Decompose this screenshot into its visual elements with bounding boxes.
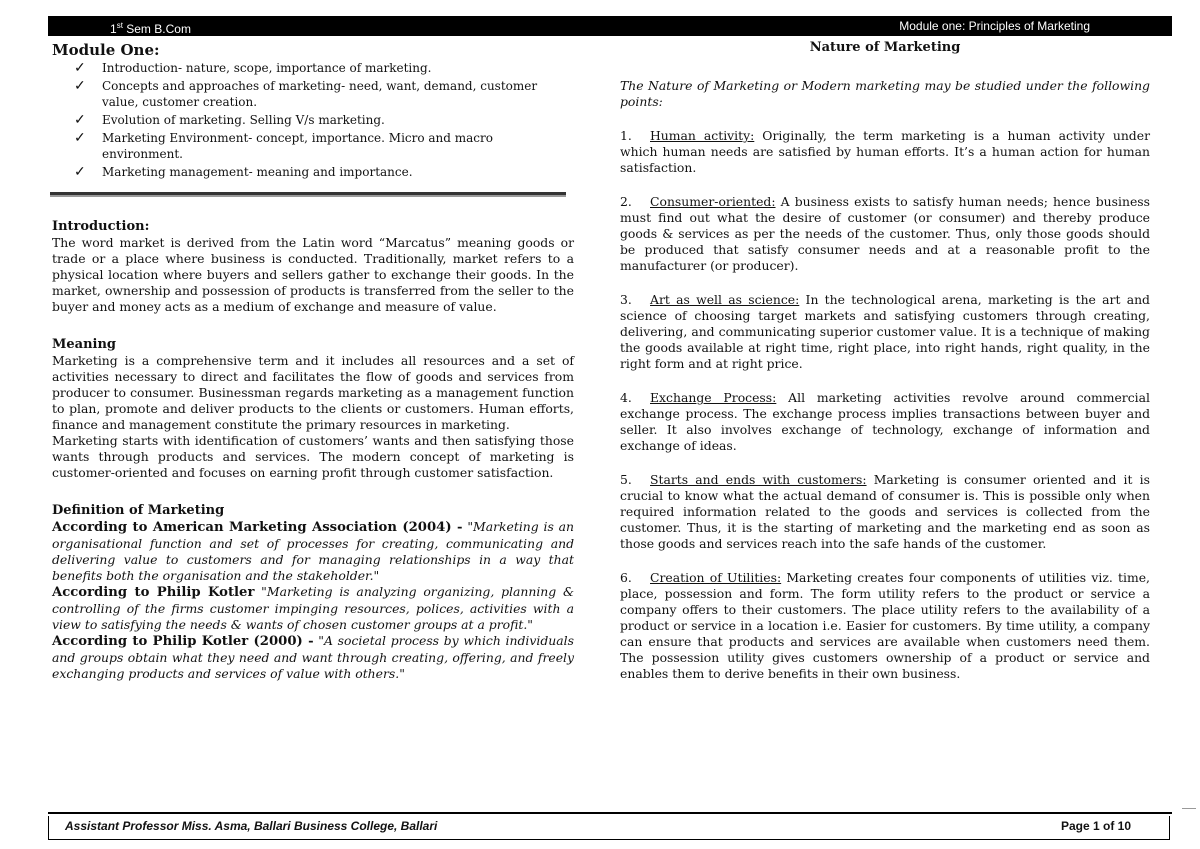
introduction-text: The word market is derived from the Latin word “Marcatus” meaning goods or trade or a place where business is conducted. Traditionally, market refers to a physical location where buyers and sellers gather to exchange their goods. In the market, ownership and possession of products is transferred from the seller to the buyer and money acts as a medium of exchange and measure of value. [52,235,574,314]
definition-item: According to Philip Kotler (2000) - "A societal process by which individuals and groups obtain what they need and want through creating, offering, and freely exchanging products and services of value with others." [52,633,574,681]
nature-point: 1. Human activity: Originally, the term marketing is a human activity under which human needs are satisfied by human efforts. It’s a human action for human satisfaction. [620,128,1150,175]
checkmark-icon: ✓ [74,60,86,76]
syllabus-title: Module One: [52,41,160,59]
nature-point: 4. Exchange Process: All marketing activities revolve around commercial exchange process. The exchange process implies transactions between buyer and seller. It also involves exchange of technology, exchange of information and exchange of ideas. [620,390,1150,453]
checkmark-icon: ✓ [74,112,86,128]
syllabus-list [74,60,574,180]
syllabus-item: ✓ Evolution of marketing. Selling V/s marketing. [74,112,385,128]
nature-point: 2. Consumer-oriented: A business exists to satisfy human needs; hence business must find out what the desire of customer (or consumer) and thereby produce goods & services as per the needs of the customer. Thus, only those goods should be produced that satisfy consumer needs and at a reasonable profit to the manufacturer (or producer). [620,194,1150,273]
footer-author: Assistant Professor Miss. Asma, Ballari Business College, Ballari [65,819,438,833]
margin-mark [1182,808,1196,809]
nature-point: 3. Art as well as science: In the technological arena, marketing is the art and science of choosing target markets and satisfying customers through creating, delivering, and communicating superior customer value. It is a technique of making the goods available at right time, right place, into right hands, right quality, in the right form and at right price. [620,292,1150,371]
section-divider [50,192,566,197]
page-number: Page 1 of 10 [1060,819,1131,833]
checkmark-icon: ✓ [74,130,86,146]
nature-intro: The Nature of Marketing or Modern marketing may be studied under the following points: [620,78,1150,109]
right-column [620,40,1150,682]
syllabus-item: ✓ Concepts and approaches of marketing- need, want, demand, customer value, customer creation. [74,78,538,109]
introduction-heading: Introduction: [52,219,150,234]
left-column [52,40,574,682]
header-semester: 1st Sem B.Com [110,21,191,36]
meaning-paragraph-1: Marketing is a comprehensive term and it includes all resources and a set of activities necessary to direct and facilitates the flow of goods and services from producer to consumer. Businessman regards marketing as a management function to plan, promote and deliver products to the clients or customers. Human efforts, finance and management constitute the primary resources in marketing. [52,353,574,432]
meaning-heading: Meaning [52,337,117,352]
definition-item: According to Philip Kotler "Marketing is analyzing organizing, planning & controlling of the firms customer impinging resources, polices, activities with a view to satisfying the needs & wants of chosen customer groups at a profit." [52,584,574,632]
nature-title: Nature of Marketing [809,40,961,55]
syllabus-item: ✓ Introduction- nature, scope, importance of marketing. [74,60,432,76]
syllabus-item: ✓ Marketing Environment- concept, importance. Micro and macro environment. [74,130,493,161]
definition-item: According to American Marketing Association (2004) - "Marketing is an organisational function and set of processes for creating, communicating and delivering value to customers and for managing relationships in a way that benefits both the organisation and the stakeholder." [52,519,574,583]
page-header [48,16,1172,36]
footer-rule [48,812,1172,814]
nature-point: 6. Creation of Utilities: Marketing creates four components of utilities viz. time, place, possession and form. The form utility refers to the product or service a company offers to their customers. The place utility refers to the availability of a product or service in a location i.e. Easier for customers. By time utility, a company can ensure that products and services are available when customers need them. The possession utility gives customers ownership of a product or service and enables them to derive benefits in their own business. [620,570,1150,681]
checkmark-icon: ✓ [74,78,86,94]
header-module: Module one: Principles of Marketing [899,19,1090,33]
nature-point: 5. Starts and ends with customers: Marketing is consumer oriented and it is crucial to know what the actual demand of consumer is. This is possible only when required information related to the goods and services is collected from the customer. Thus, it is the starting of marketing and the marketing end as soon as those goods and services reach into the safe hands of the customer. [620,472,1150,551]
meaning-paragraph-2: Marketing starts with identification of customers’ wants and then satisfying those wants through products and services. The modern concept of marketing is customer-oriented and focuses on earning profit through customer satisfaction. [52,433,574,480]
page-footer [48,816,1170,840]
definition-heading: Definition of Marketing [52,503,225,518]
syllabus-item: ✓ Marketing management- meaning and importance. [74,164,413,180]
checkmark-icon: ✓ [74,164,86,180]
